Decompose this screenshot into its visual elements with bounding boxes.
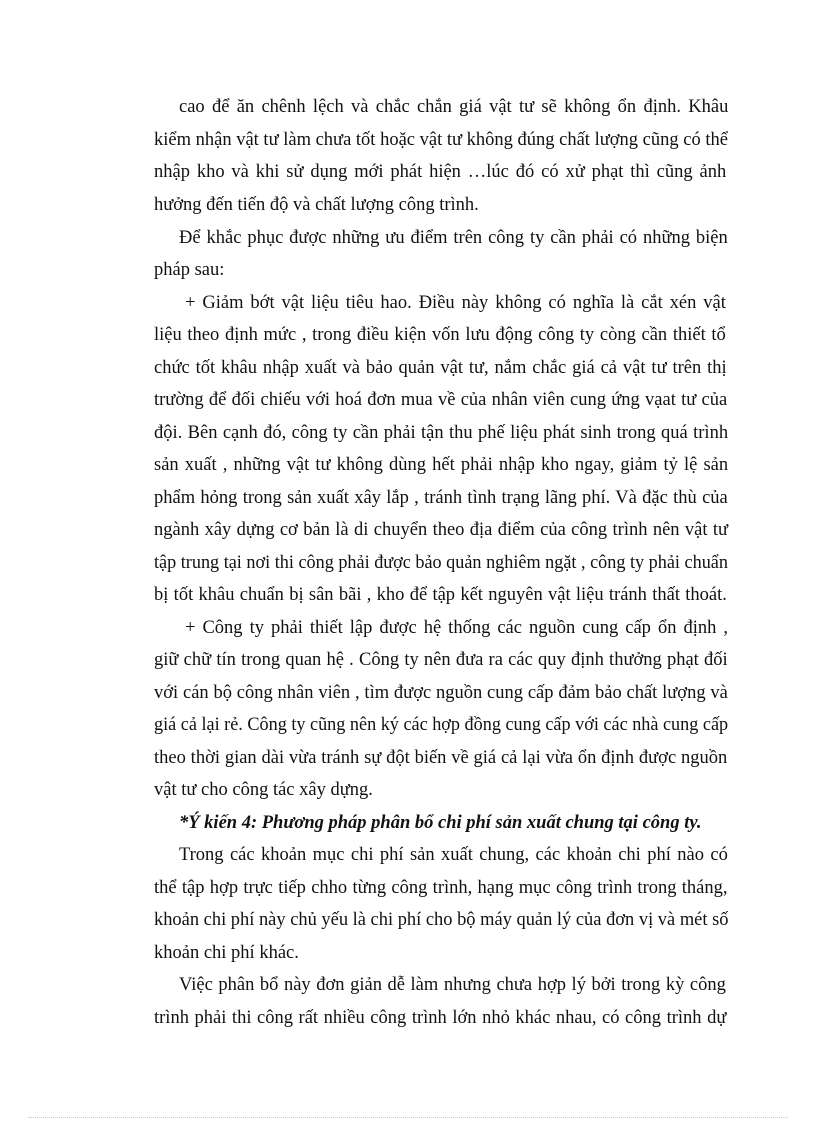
- text-line: phẩm hỏng trong sản xuất xây lắp , tránh tình trạng lãng phí. Và đặc thù của: [154, 488, 728, 508]
- text-line: cao để ăn chênh lệch và chắc chắn giá vật tư sẽ không ổn định. Khâu: [179, 97, 729, 117]
- text-line: hưởng đến tiến độ và chất lượng công trình.: [154, 195, 479, 215]
- text-line: + Giảm bớt vật liệu tiêu hao. Điều này không có nghĩa là cắt xén vật: [185, 293, 726, 313]
- text-line: liệu theo định mức , trong điều kiện vốn lưu động công ty còng cần thiết tổ: [154, 325, 726, 345]
- text-line: khoản chi phí này chủ yếu là chi phí cho bộ máy quản lý của đơn vị và mét số: [154, 910, 729, 930]
- text-line: vật tư cho công tác xây dựng.: [154, 780, 373, 800]
- text-line: ngành xây dựng cơ bản là di chuyển theo địa điểm của công trình nên vật tư: [154, 520, 729, 540]
- text-line: trình phải thi công rất nhiều công trình lớn nhỏ khác nhau, có công trình dự: [154, 1008, 727, 1028]
- text-line: Trong các khoản mục chi phí sản xuất chung, các khoản chi phí nào có: [179, 845, 728, 865]
- text-line: thể tập hợp trực tiếp chho từng công trình, hạng mục công trình trong tháng,: [154, 878, 728, 898]
- text-line: giá cả lại rẻ. Công ty cũng nên ký các hợp đồng cung cấp với các nhà cung cấp: [154, 715, 729, 735]
- text-line: pháp sau:: [154, 260, 225, 280]
- text-line: bị tốt khâu chuẩn bị sân bãi , kho để tập kết nguyên vật liệu tránh thất thoát.: [154, 585, 727, 605]
- text-line: Việc phân bổ này đơn giản dễ làm nhưng chưa hợp lý bởi trong kỳ công: [179, 975, 726, 995]
- text-line: + Công ty phải thiết lập được hệ thống các nguồn cung cấp ổn định ,: [185, 618, 729, 638]
- page-bottom-divider: [28, 1117, 788, 1118]
- text-line: trường để đối chiếu với hoá đơn mua về của nhân viên cung ứng vạat tư của: [154, 390, 728, 410]
- text-line: khoản chi phí khác.: [154, 943, 299, 963]
- text-line: theo thời gian dài vừa tránh sự đột biến về giá cả lại vừa ổn định được nguồn: [154, 748, 728, 768]
- text-line: nhập kho và khi sử dụng mới phát hiện …lúc đó có xử phạt thì cũng ảnh: [154, 162, 727, 182]
- text-line: tập trung tại nơi thi công phải được bảo quản nghiêm ngặt , công ty phải chuẩn: [154, 553, 728, 573]
- text-line: với cán bộ công nhân viên , tìm được nguồn cung cấp đảm bảo chất lượng và: [154, 683, 728, 703]
- text-line: chức tốt khâu nhập xuất và bảo quản vật tư, nắm chắc giá cả vật tư trên thị: [154, 358, 727, 378]
- text-line: kiểm nhận vật tư làm chưa tốt hoặc vật tư không đúng chất lượng cũng có thể: [154, 130, 728, 150]
- text-line: Để khắc phục được những ưu điểm trên công ty cần phải có những biện: [179, 228, 728, 248]
- section-heading: *Ý kiến 4: Phương pháp phân bổ chi phí sản xuất chung tại công ty.: [179, 813, 702, 833]
- text-line: đội. Bên cạnh đó, công ty cần phải tận thu phế liệu phát sinh trong quá trình: [154, 423, 729, 443]
- text-line: sản xuất , những vật tư không dùng hết phải nhập kho ngay, giảm tỷ lệ sản: [154, 455, 729, 475]
- text-line: giữ chữ tín trong quan hệ . Công ty nên đưa ra các quy định thưởng phạt đối: [154, 650, 728, 670]
